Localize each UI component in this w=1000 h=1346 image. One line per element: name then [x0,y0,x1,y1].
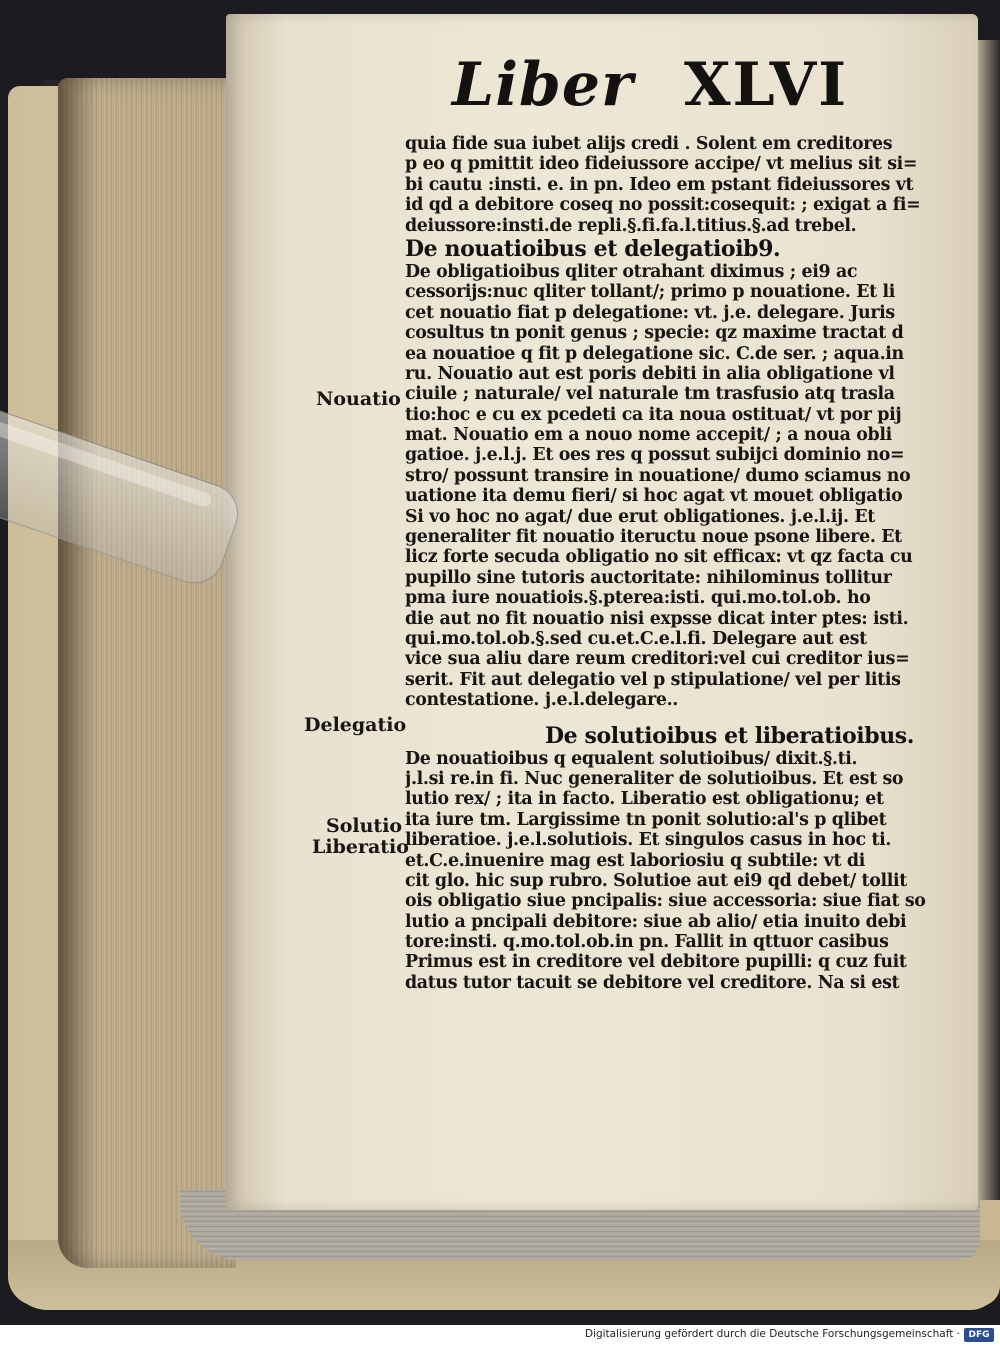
text-line: pupillo sine tutoris auctoritate: nihilominus tollitur [405,567,892,588]
running-head-number: XLVI [684,50,849,120]
dfg-logo: DFG [964,1328,994,1342]
text-line: mat. Nouatio em a nouo nome accepit/ ; a noua obli [405,425,892,446]
text-line: die aut no fit nouatio nisi expsse dicat inter ptes: isti. [405,608,909,629]
text-line: tio:hoc e cu ex pcedeti ca ita noua ostituat/ vt por pij [405,404,902,425]
text-line: Si vo hoc no agat/ due erut obligationes. j.e.l.ij. Et [405,506,875,527]
marginal-note-liberatio: Liberatio [312,836,409,858]
section-heading: De solutioibus et liberatioibus. [545,722,915,749]
text-line: tore:insti. q.mo.tol.ob.in pn. Fallit in qttuor casibus [405,932,889,953]
text-line: ita iure tm. Largissime tn ponit solutio:al's p qlibet [405,809,887,830]
marginal-note-delegatio: Delegatio [304,714,407,736]
text-line: lutio rex/ ; ita in facto. Liberatio est obligationu; et [405,789,884,810]
footer-bar [0,1325,1000,1346]
text-line: serit. Fit aut delegatio vel p stipulatione/ vel per litis [405,669,901,690]
text-line: j.l.si re.in fi. Nuc generaliter de solutioibus. Et est so [405,768,904,789]
text-line: contestatione. j.e.l.delegare.. [405,690,679,711]
text-line: cessorijs:nuc qliter tollant/; primo p nouatione. Et li [405,282,896,303]
text-line: quia fide sua iubet alijs credi . Solent em creditores [405,134,893,154]
text-line: generaliter fit nouatio iteructu noue psone libere. Et [405,527,902,548]
text-line: De nouatioibus q equalent solutioibus/ dixit.§.ti. [405,748,858,769]
gutter-shadow [976,40,1000,1200]
text-line: p eo q pmittit ideo fideiussore accipe/ vt melius sit si= [405,154,918,175]
text-line: De obligatioibus qliter otrahant diximus ; ei9 ac [405,261,858,282]
text-line: cosultus tn ponit genus ; specie: qz maxime tractat d [405,323,904,344]
text-line: gatioe. j.e.l.j. Et oes res q possut subijci dominio no= [405,445,905,466]
text-line: Primus est in creditore vel debitore pupilli: q cuz fuit [405,952,907,973]
text-line: cit glo. hic sup rubro. Solutioe aut ei9 qd debet/ tollit [405,870,907,891]
running-head-word: Liber [452,50,634,120]
marginal-note-nouatio: Nouatio [316,388,401,410]
marginal-note-solutio: Solutio [326,815,403,837]
running-head [452,50,872,128]
text-line: ea nouatioe q fit p delegatione sic. C.de ser. ; aqua.in [405,343,904,364]
text-line: et.C.e.inuenire mag est laboriosiu q subtile: vt di [405,850,865,871]
page-stack-shadow [58,78,98,1268]
text-line: lutio a pncipali debitore: siue ab alio/ etia inuito debi [405,911,907,932]
text-line: pma iure nouatiois.§.pterea:isti. qui.mo.tol.ob. ho [405,588,871,609]
text-line: uatione ita demu fieri/ si hoc agat vt mouet obligatio [405,486,903,507]
text-line: deiussore:insti.de repli.§.fi.fa.l.titius.§.ad trebel. [405,215,857,236]
funding-credit: Digitalisierung gefördert durch die Deutsche Forschungsgemeinschaft · [584,1328,960,1340]
text-line: qui.mo.tol.ob.§.sed cu.et.C.e.l.fi. Delegare aut est [405,628,867,649]
text-line: ru. Nouatio aut est poris debiti in alia obligatione vl [405,363,895,384]
text-line: liberatioe. j.e.l.solutiois. Et singulos casus in hoc ti. [405,830,892,851]
text-line: cet nouatio fiat p delegatione: vt. j.e. delegare. Juris [405,302,895,323]
section-heading: De nouatioibus et delegatioib9. [405,235,781,262]
text-line: stro/ possunt transire in nouatione/ dumo sciamus no [405,465,911,486]
text-column [405,134,940,993]
text-line: licz forte secuda obligatio no sit efficax: vt qz facta cu [405,547,913,568]
text-line: bi cautu :insti. e. in pn. Ideo em pstant fideiussores vt [405,174,914,195]
text-line: datus tutor tacuit se debitore vel creditore. Na si est [405,972,900,993]
text-line: vice sua aliu dare reum creditori:vel cui creditor ius= [405,649,910,670]
text-line: ciuile ; naturale/ vel naturale tm trasfusio atq trasla [405,384,895,405]
text-line: id qd a debitore coseq no possit:cosequit: ; exigat a fi= [405,195,921,216]
text-line: ois obligatio siue pncipalis: siue accessoria: siue fiat so [405,891,926,912]
